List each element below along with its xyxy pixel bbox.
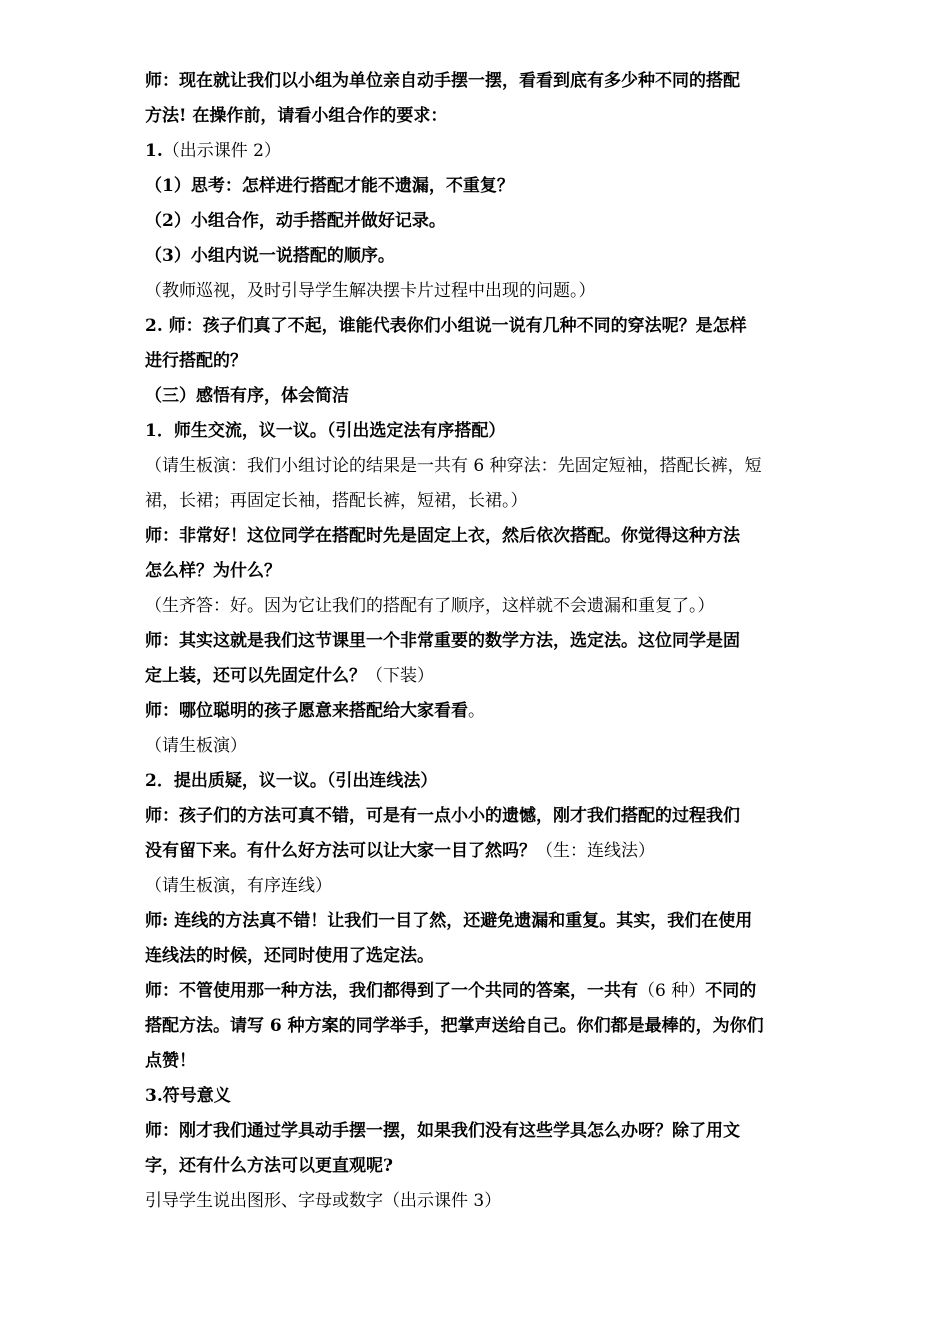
paragraph-line: 师：现在就让我们以小组为单位亲自动手摆一摆，看看到底有多少种不同的搭配 [145,71,740,91]
paragraph-line: 裙，长裙；再固定长袖，搭配长裤，短裙，长裙。） [145,491,528,511]
paragraph-line: （2）小组合作，动手搭配并做好记录。 [145,211,446,231]
paragraph-line: 1.（出示课件 2） [145,141,281,161]
paragraph-line: 没有留下来。有什么好方法可以让大家一目了然吗？（生：连线法） [145,841,655,861]
paragraph-line: （请生板演，有序连线） [145,876,332,896]
paragraph-line: 引导学生说出图形、字母或数字（出示课件 3） [145,1191,502,1211]
paragraph-line: 师：不管使用那一种方法，我们都得到了一个共同的答案，一共有（6 种）不同的 [145,981,757,1001]
paragraph-line: 师：刚才我们通过学具动手摆一摆，如果我们没有这些学具怎么办呀？除了用文 [145,1121,740,1141]
paragraph-line: 点赞！ [145,1051,196,1071]
paragraph-line: （请生板演） [145,736,247,756]
paragraph-line: 师：哪位聪明的孩子愿意来搭配给大家看看。 [145,701,485,721]
paragraph-line: 师: 连线的方法真不错！让我们一目了然，还避免遗漏和重复。其实，我们在使用 [145,911,753,931]
subsection-heading: 1．师生交流，议一议。（引出选定法有序搭配） [145,421,506,441]
paragraph-line: 字，还有什么方法可以更直观呢? [145,1156,393,1176]
subsection-heading: 3.符号意义 [145,1086,231,1106]
paragraph-line: 师：非常好！这位同学在搭配时先是固定上衣，然后依次搭配。你觉得这种方法 [145,526,740,546]
paragraph-line: （生齐答：好。因为它让我们的搭配有了顺序，这样就不会遗漏和重复了。） [145,596,715,616]
paragraph-line: 搭配方法。请写 6 种方案的同学举手，把掌声送给自己。你们都是最棒的，为你们 [145,1016,764,1036]
paragraph-line: 师：其实这就是我们这节课里一个非常重要的数学方法，选定法。这位同学是固 [145,631,740,651]
paragraph-line: （教师巡视，及时引导学生解决摆卡片过程中出现的问题。） [145,281,596,301]
paragraph-line: 连线法的时候，还同时使用了选定法。 [145,946,434,966]
paragraph-line: 2. 师：孩子们真了不起，谁能代表你们小组说一说有几种不同的穿法呢？是怎样 [145,316,747,336]
paragraph-line: 怎么样？为什么？ [145,561,281,581]
document-page [145,64,815,1219]
paragraph-line: 进行搭配的？ [145,351,247,371]
paragraph-line: 定上装，还可以先固定什么？（下装） [145,666,434,686]
paragraph-line: （请生板演：我们小组讨论的结果是一共有 6 种穿法：先固定短袖，搭配长裤，短 [145,456,762,476]
paragraph-line: （1）思考：怎样进行搭配才能不遗漏，不重复？ [145,176,514,196]
paragraph-line: （3）小组内说一说搭配的顺序。 [145,246,395,266]
paragraph-line: 方法! 在操作前，请看小组合作的要求： [145,106,448,126]
section-heading: （三）感悟有序，体会简洁 [145,386,349,406]
subsection-heading: 2．提出质疑，议一议。（引出连线法） [145,771,438,791]
paragraph-line: 师：孩子们的方法可真不错，可是有一点小小的遗憾，刚才我们搭配的过程我们 [145,806,740,826]
